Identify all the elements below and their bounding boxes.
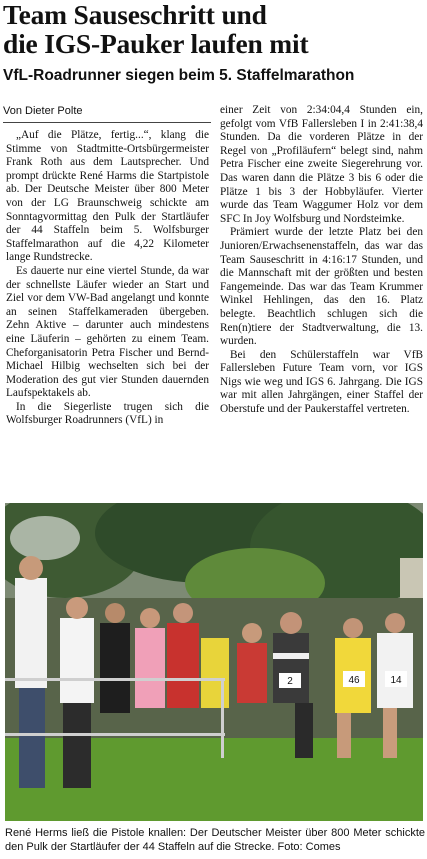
headline-line-1: Team Sauseschritt und — [3, 0, 267, 30]
paragraph: Bei den Schülerstaffeln war VfB Fallersleben Future Team vorn, vor IGS Nigs wie weg und IGS 6. Jahrgang. Die IGS war mit allen Jahrgängen, einer Staffel der Oberstufe und der Paukerstaffel vertreten. — [220, 348, 423, 416]
paragraph: In die Siegerliste trugen sich die Wolfsburger Roadrunners (VfL) in — [6, 400, 209, 427]
article-column-right — [220, 104, 423, 417]
subheadline: VfL-Roadrunner siegen beim 5. Staffelmarathon — [3, 67, 355, 84]
bib-number: 46 — [348, 675, 360, 686]
paragraph: Es dauerte nur eine viertel Stunde, da war der schnellste Läufer wieder an Start und Ziel vor dem VW-Bad angelangt und konnte an seinen Staffelkameraden übergeben. Zehn Aktive – darunter auch mindestens eine Läuferin – gehörten zu einem Team. Cheforganisatorin Petra Fischer und Bernd-Michael Hilbig wechselten sich bei der Moderation des gut vier Stunden dauernden Laufspektakels ab. — [6, 264, 209, 400]
bib-number: 14 — [390, 675, 402, 686]
paragraph: „Auf die Plätze, fertig...“, klang die Stimme von Stadtmitte-Ortsbürgermeister Frank Roth aus dem Lautsprecher. Und prompt drückte René Harms die Startpistole ab. Der Deutsche Meister über 800 Meter von der LG Braunschweig schickte am Sonntagvormittag den Pulk der Startläufer der 44 Staffeln beim 5. Wolfsburger Staffelmarathon auf die 4,22 Kilometer lange Rundstrecke. — [6, 129, 209, 264]
bib-number: 2 — [287, 676, 293, 687]
byline: Von Dieter Polte — [3, 105, 83, 117]
race-start-photo — [5, 503, 423, 821]
photo-caption: René Herms ließ die Pistole knallen: Der Deutscher Meister über 800 Meter schickte den Pulk der Startläufer der 44 Staffeln auf die Strecke. Foto: Comes — [5, 827, 425, 853]
byline-divider — [3, 122, 211, 123]
article-column-left — [6, 129, 209, 428]
paragraph: Prämiert wurde der letzte Platz bei den Junioren/Erwachsenenstaffeln, das war das Team Sauseschritt in 4:16:17 Stunden, und die Mannschaft mit der größten und besten Fangemeinde. Das war das Team Krummer Winkel Hehlingen, das den 16. Platz belegte. Beachtlich schlugen sich die Ren(n)tiere der Stadtverwaltung, die 13. wurden. — [220, 226, 423, 348]
headline — [3, 0, 423, 58]
paragraph: einer Zeit von 2:34:04,4 Stunden ein, gefolgt vom VfB Fallersleben I in 2:41:38,4 Stunden. Da die vorderen Plätze in der Regel von „Profiläufern“ belegt sind, nahm Petra Fischer eine zweite Siegerehrung vor. Das waren dann die Plätze 3 bis 6 oder die Plätze 1 bis 3 der Hobbyläufer. Vierter wurde das Team Waggumer Holz vor dem SFC In Joy Wolfsburg und Nordsteimke. — [220, 104, 423, 225]
headline-line-2: die IGS-Pauker laufen mit — [3, 28, 309, 59]
